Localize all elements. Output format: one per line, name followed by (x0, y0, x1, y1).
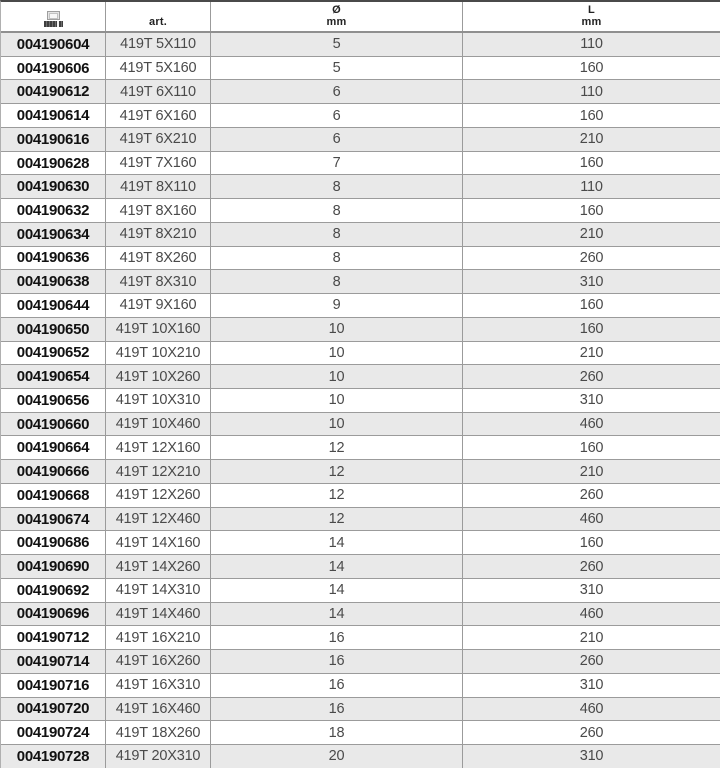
table-row (1, 721, 720, 745)
cell-diameter: 8 (211, 247, 463, 270)
cell-diameter: 8 (211, 223, 463, 246)
cell-code: 004190630 (1, 175, 106, 198)
cell-length: 310 (579, 582, 604, 599)
table-row (1, 508, 720, 532)
cell-art: 419T 8X110 (106, 175, 211, 198)
cell-diameter: 16 (211, 698, 463, 721)
art-header-label: art. (149, 16, 167, 28)
cell-art: 419T 9X160 (106, 294, 211, 317)
cell-diameter: 8 (211, 175, 463, 198)
length-header-label: L (588, 4, 595, 16)
cell-length: 160 (579, 60, 604, 77)
cell-length: 310 (579, 677, 604, 694)
table-row (1, 270, 720, 294)
header-cell-diameter (211, 2, 463, 31)
cell-art: 419T 12X460 (106, 508, 211, 531)
cell-code: 004190696 (1, 603, 106, 626)
cell-length: 110 (580, 36, 603, 53)
cell-code: 004190632 (1, 199, 106, 222)
table-header-row (1, 2, 720, 33)
cell-art: 419T 14X460 (106, 603, 211, 626)
cell-art: 419T 14X160 (106, 531, 211, 554)
cell-diameter: 6 (211, 104, 463, 127)
table-row (1, 460, 720, 484)
table-row (1, 104, 720, 128)
table-row (1, 223, 720, 247)
table-row (1, 247, 720, 271)
diameter-header-unit: mm (326, 16, 347, 28)
cell-length: 310 (579, 392, 604, 409)
table-row (1, 531, 720, 555)
cell-code: 004190724 (1, 721, 106, 744)
cell-code: 004190674 (1, 508, 106, 531)
cell-length: 260 (579, 487, 604, 504)
cell-length: 160 (579, 202, 604, 219)
diameter-header-label: Ø (332, 4, 341, 16)
barcode-icon (44, 11, 63, 28)
cell-art: 419T 10X310 (106, 389, 211, 412)
cell-code: 004190716 (1, 674, 106, 697)
cell-diameter: 5 (211, 57, 463, 80)
table-row (1, 413, 720, 437)
cell-diameter: 16 (211, 626, 463, 649)
cell-code: 004190636 (1, 247, 106, 270)
cell-length: 160 (579, 155, 604, 172)
cell-length: 260 (579, 653, 604, 670)
cell-code: 004190728 (1, 745, 106, 768)
cell-diameter: 16 (211, 674, 463, 697)
cell-art: 419T 12X260 (106, 484, 211, 507)
cell-art: 419T 6X160 (106, 104, 211, 127)
cell-art: 419T 5X110 (106, 33, 211, 56)
cell-length: 460 (579, 416, 604, 433)
cell-code: 004190652 (1, 342, 106, 365)
cell-length: 460 (579, 700, 604, 717)
cell-diameter: 6 (211, 128, 463, 151)
table-row (1, 579, 720, 603)
cell-length: 210 (579, 226, 604, 243)
cell-diameter: 14 (211, 603, 463, 626)
cell-diameter: 14 (211, 555, 463, 578)
cell-code: 004190714 (1, 650, 106, 673)
table-row (1, 294, 720, 318)
cell-art: 419T 5X160 (106, 57, 211, 80)
cell-diameter: 8 (211, 199, 463, 222)
cell-code: 004190634 (1, 223, 106, 246)
cell-diameter: 12 (211, 508, 463, 531)
cell-code: 004190664 (1, 436, 106, 459)
cell-art: 419T 10X460 (106, 413, 211, 436)
cell-code: 004190612 (1, 80, 106, 103)
cell-diameter: 14 (211, 579, 463, 602)
cell-art: 419T 7X160 (106, 152, 211, 175)
table-row (1, 626, 720, 650)
cell-code: 004190628 (1, 152, 106, 175)
cell-art: 419T 18X260 (106, 721, 211, 744)
cell-code: 004190638 (1, 270, 106, 293)
cell-art: 419T 10X260 (106, 365, 211, 388)
cell-code: 004190604 (1, 33, 106, 56)
cell-code: 004190690 (1, 555, 106, 578)
cell-code: 004190614 (1, 104, 106, 127)
cell-code: 004190666 (1, 460, 106, 483)
length-header-unit: mm (581, 16, 602, 28)
cell-length: 160 (579, 297, 604, 314)
cell-art: 419T 12X210 (106, 460, 211, 483)
cell-length: 260 (579, 368, 604, 385)
cell-code: 004190660 (1, 413, 106, 436)
cell-art: 419T 8X210 (106, 223, 211, 246)
cell-diameter: 18 (211, 721, 463, 744)
cell-diameter: 10 (211, 318, 463, 341)
header-cell-code (1, 2, 106, 31)
table-row (1, 33, 720, 57)
cell-art: 419T 14X310 (106, 579, 211, 602)
cell-diameter: 10 (211, 365, 463, 388)
barcode-label-box (47, 11, 60, 20)
cell-diameter: 10 (211, 389, 463, 412)
cell-code: 004190720 (1, 698, 106, 721)
header-cell-length (463, 2, 720, 31)
cell-art: 419T 20X310 (106, 745, 211, 768)
cell-length: 160 (579, 107, 604, 124)
table-row (1, 603, 720, 627)
cell-length: 260 (579, 249, 604, 266)
table-row (1, 152, 720, 176)
table-row (1, 698, 720, 722)
header-cell-art (106, 2, 211, 31)
cell-length: 260 (579, 724, 604, 741)
cell-code: 004190616 (1, 128, 106, 151)
cell-art: 419T 16X260 (106, 650, 211, 673)
table-row (1, 318, 720, 342)
cell-length: 210 (579, 131, 604, 148)
barcode-bars (44, 21, 63, 27)
cell-art: 419T 10X210 (106, 342, 211, 365)
table-row (1, 674, 720, 698)
cell-length: 460 (579, 605, 604, 622)
cell-length: 460 (579, 511, 604, 528)
cell-art: 419T 16X460 (106, 698, 211, 721)
cell-diameter: 10 (211, 413, 463, 436)
cell-length: 110 (580, 83, 603, 100)
cell-diameter: 10 (211, 342, 463, 365)
cell-code: 004190692 (1, 579, 106, 602)
cell-diameter: 9 (211, 294, 463, 317)
cell-diameter: 16 (211, 650, 463, 673)
cell-art: 419T 16X210 (106, 626, 211, 649)
table-row (1, 555, 720, 579)
cell-length: 260 (579, 558, 604, 575)
table-row (1, 389, 720, 413)
cell-diameter: 6 (211, 80, 463, 103)
table-row (1, 745, 720, 768)
cell-code: 004190606 (1, 57, 106, 80)
cell-diameter: 12 (211, 460, 463, 483)
cell-length: 160 (579, 439, 604, 456)
cell-art: 419T 10X160 (106, 318, 211, 341)
cell-length: 210 (579, 629, 604, 646)
table-row (1, 128, 720, 152)
cell-length: 310 (579, 273, 604, 290)
cell-length: 160 (579, 321, 604, 338)
table-row (1, 57, 720, 81)
cell-art: 419T 8X310 (106, 270, 211, 293)
table-row (1, 199, 720, 223)
cell-art: 419T 8X260 (106, 247, 211, 270)
cell-art: 419T 8X160 (106, 199, 211, 222)
cell-length: 110 (580, 178, 603, 195)
cell-diameter: 7 (211, 152, 463, 175)
cell-length: 210 (579, 344, 604, 361)
cell-code: 004190650 (1, 318, 106, 341)
cell-diameter: 12 (211, 484, 463, 507)
cell-code: 004190686 (1, 531, 106, 554)
cell-diameter: 8 (211, 270, 463, 293)
cell-art: 419T 6X210 (106, 128, 211, 151)
cell-code: 004190654 (1, 365, 106, 388)
table-row (1, 484, 720, 508)
cell-art: 419T 12X160 (106, 436, 211, 459)
cell-art: 419T 6X110 (106, 80, 211, 103)
cell-length: 210 (579, 463, 604, 480)
cell-diameter: 12 (211, 436, 463, 459)
cell-code: 004190668 (1, 484, 106, 507)
cell-length: 160 (579, 534, 604, 551)
table-row (1, 436, 720, 460)
cell-diameter: 20 (211, 745, 463, 768)
cell-diameter: 5 (211, 33, 463, 56)
table-row (1, 342, 720, 366)
table-body (1, 33, 720, 768)
table-row (1, 650, 720, 674)
cell-art: 419T 16X310 (106, 674, 211, 697)
table-row (1, 175, 720, 199)
cell-art: 419T 14X260 (106, 555, 211, 578)
table-row (1, 365, 720, 389)
table-row (1, 80, 720, 104)
cell-length: 310 (579, 748, 604, 765)
cell-code: 004190712 (1, 626, 106, 649)
cell-diameter: 14 (211, 531, 463, 554)
cell-code: 004190656 (1, 389, 106, 412)
cell-code: 004190644 (1, 294, 106, 317)
